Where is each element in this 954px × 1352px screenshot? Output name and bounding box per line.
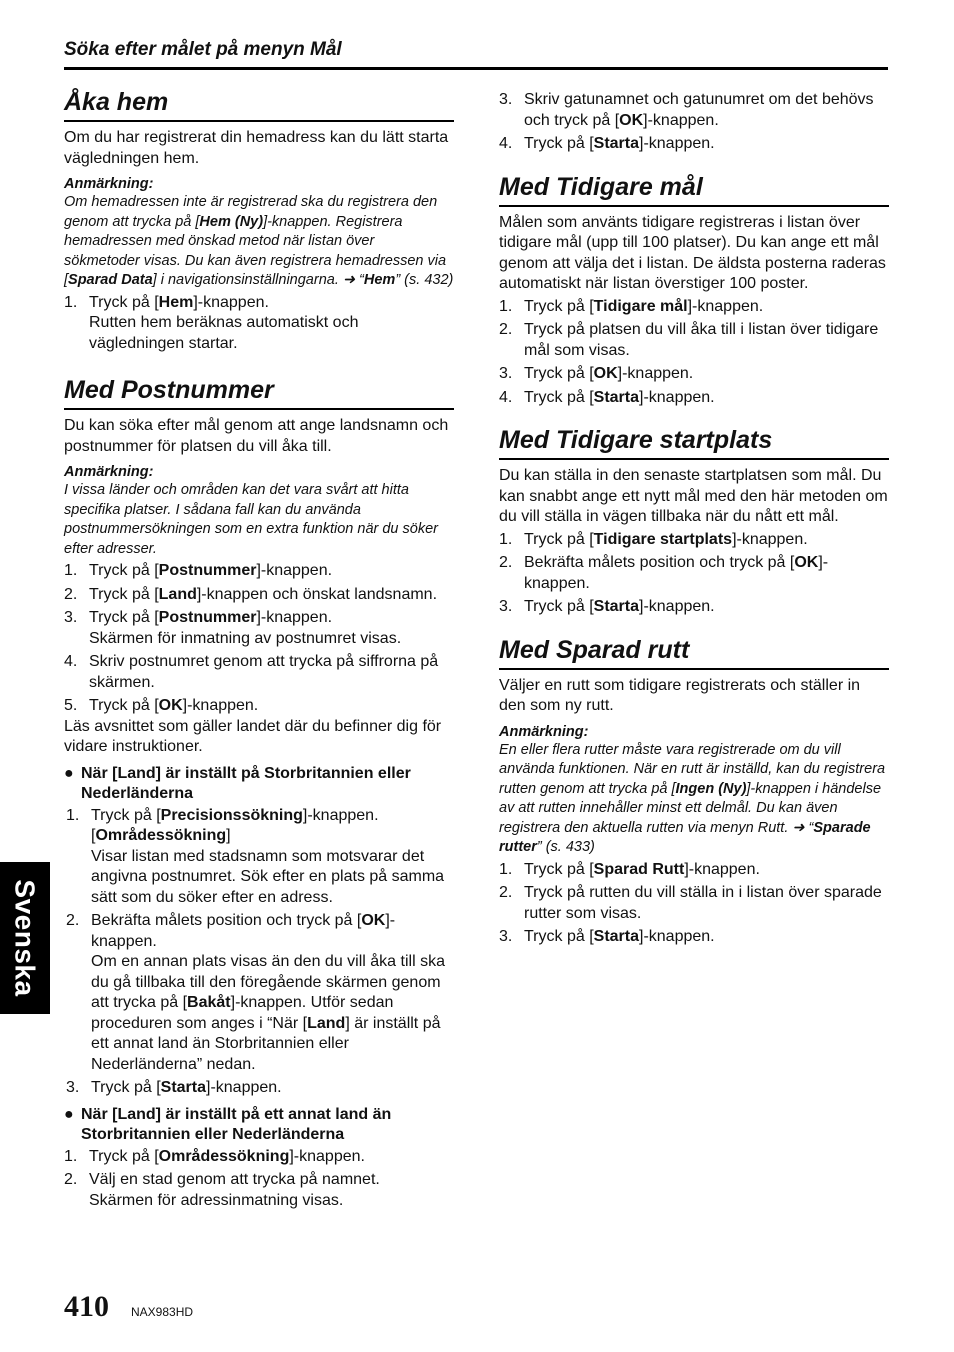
list-item: 3. Tryck på [Starta]-knappen. <box>499 928 715 945</box>
list-item: 2. Tryck på platsen du vill åka till i listan över tidigare mål som visas. <box>499 321 879 359</box>
step-list <box>499 297 889 409</box>
note-heading: Anmärkning: <box>64 176 154 192</box>
model-name: NAX983HD <box>131 1305 194 1319</box>
list-item: 5. Tryck på [OK]-knappen. <box>64 697 259 714</box>
list-item: 2. Välj en stad genom att trycka på namnet. Skärmen för adressinmatning visas. <box>64 1171 380 1209</box>
list-item: 2. Tryck på rutten du vill ställa in i listan över sparade rutter som visas. <box>499 884 882 922</box>
bullet-heading: ● När [Land] är inställt på Storbritannien eller Nederländerna <box>64 764 411 802</box>
note-heading: Anmärkning: <box>64 464 154 480</box>
section-title: Med Tidigare startplats <box>499 424 889 460</box>
page-header <box>64 38 888 70</box>
section-postnummer <box>64 374 454 1211</box>
list-item: 2. Bekräfta målets position och tryck på [OK]-knappen. Om en annan plats visas än den du vill åka till ska du gå tillbaka till den föregående skärmen genom att trycka på [Bakåt]-knappen. Utför sedan proceduren som anges i “När [Land] är inställt på ett annat land än Storbritannien eller Nederländerna” nedan. <box>66 912 445 1073</box>
list-item: 3. Skriv gatunamnet och gatunumret om det behövs och tryck på [OK]-knappen. <box>499 91 874 129</box>
list-item: 1. Tryck på [Tidigare startplats]-knappen. <box>499 530 808 548</box>
list-item: 3. Tryck på [Postnummer]-knappen. Skärmen för inmatning av postnumret visas. <box>64 609 402 647</box>
section-tidigare-startplats <box>499 424 889 618</box>
page-footer <box>64 1290 193 1324</box>
section-intro: Du kan söka efter mål genom att ange landsnamn och postnummer för platsen du vill åka till. <box>64 417 449 455</box>
note-heading: Anmärkning: <box>499 723 589 740</box>
list-item: 1. Tryck på [Sparad Rutt]-knappen. <box>499 860 760 878</box>
list-item: 2. Tryck på [Land]-knappen och önskat landsnamn. <box>64 585 438 603</box>
step-list <box>499 530 889 618</box>
header-rule <box>64 67 888 70</box>
list-item: 1. Tryck på [Hem]-knappen. Rutten hem beräknas automatiskt och vägledningen startar. <box>64 293 359 352</box>
after-text: Läs avsnittet som gäller landet där du befinner dig för vidare instruktioner. <box>64 717 442 755</box>
section-intro: Väljer en rutt som tidigare registrerats och ställer in den som ny rutt. <box>499 676 861 714</box>
list-item: 1. Tryck på [Precisionssökning]-knappen. [Områdessökning] Visar listan med stadsnamn som motsvarar det angivna postnumret. Sök efter en plats på samma sätt som du söker efter en adress. <box>66 806 445 906</box>
bullet-icon: ● <box>64 1105 74 1123</box>
note-body: Om hemadressen inte är registrerad ska du registrera den genom att trycka på [Hem (Ny)]-knappen. Registrera hemadressen med önskad metod när listan över sökmetoder visas. Du kan även registrera hemadressen via [Sparad Data] i navigationsinställningarna. ➜ “Hem” (s. 432) <box>64 194 454 288</box>
list-item: 3. Tryck på [Starta]-knappen. <box>66 1079 282 1096</box>
step-list <box>499 90 889 155</box>
language-tab-label: Svenska <box>10 879 42 997</box>
bullet-icon: ● <box>64 764 74 782</box>
section-intro: Du kan ställa in den senaste startplatsen som mål. Du kan snabbt ange ett nytt mål med den här metoden om du vill ställa in vägen tillbaka när du nått ett mål. <box>499 467 888 525</box>
step-list <box>64 1147 454 1212</box>
step-list <box>499 860 889 948</box>
note-body: En eller flera rutter måste vara registrerade om du vill använda funktionen. När en rutt är inställd, kan du registrera rutten genom att trycka på [Ingen (Ny)]-knappen i händelse av att rutten innehåller minst ett delmål. Du kan även registrera den aktuella rutten via menyn Rutt. ➜ “Sparade rutter” (s. 433) <box>499 741 886 855</box>
step-list <box>64 806 454 1099</box>
bullet-heading: ● När [Land] är inställt på ett annat land än Storbritannien eller Nederländerna <box>64 1105 392 1143</box>
step-list <box>64 293 454 355</box>
page-header-title: Söka efter målet på menyn Mål <box>64 39 342 60</box>
section-intro: Om du har registrerat din hemadress kan du lätt starta vägledningen hem. <box>64 129 449 167</box>
list-item: 4. Skriv postnumret genom att trycka på siffrorna på skärmen. <box>64 653 439 691</box>
list-item: 3. Tryck på [OK]-knappen. <box>499 365 694 382</box>
section-aka-hem <box>64 86 454 354</box>
list-item: 1. Tryck på [Områdessökning]-knappen. <box>64 1147 365 1165</box>
list-item: 2. Bekräfta målets position och tryck på [OK]-knappen. <box>499 554 829 592</box>
section-title: Åka hem <box>64 86 454 122</box>
section-title: Med Tidigare mål <box>499 171 889 207</box>
section-title: Med Sparad rutt <box>499 634 889 670</box>
list-item: 1. Tryck på [Postnummer]-knappen. <box>64 562 333 579</box>
step-list <box>64 561 454 717</box>
list-item: 4. Tryck på [Starta]-knappen. <box>499 135 715 152</box>
list-item: 1. Tryck på [Tidigare mål]-knappen. <box>499 297 764 315</box>
section-sparad-rutt <box>499 634 889 948</box>
section-intro: Målen som använts tidigare registreras i listan över tidigare mål (upp till 100 platser). Du kan ange ett mål genom att välja det i listan. De äldsta posterna raderas automatiskt när listan överstiger 100 poster. <box>499 213 886 292</box>
list-item: 3. Tryck på [Starta]-knappen. <box>499 598 715 615</box>
page-number: 410 <box>64 1290 109 1323</box>
right-column <box>499 90 889 964</box>
section-tidigare-mal <box>499 171 889 409</box>
section-title: Med Postnummer <box>64 374 454 410</box>
language-tab <box>0 862 50 1014</box>
note-body: I vissa länder och områden kan det vara svårt att hitta specifika platser. I sådana fall kan du använda postnummersökningen som en extra funktion när du söker efter adresser. <box>64 482 438 557</box>
list-item: 4. Tryck på [Starta]-knappen. <box>499 388 715 406</box>
left-column <box>64 86 454 1227</box>
